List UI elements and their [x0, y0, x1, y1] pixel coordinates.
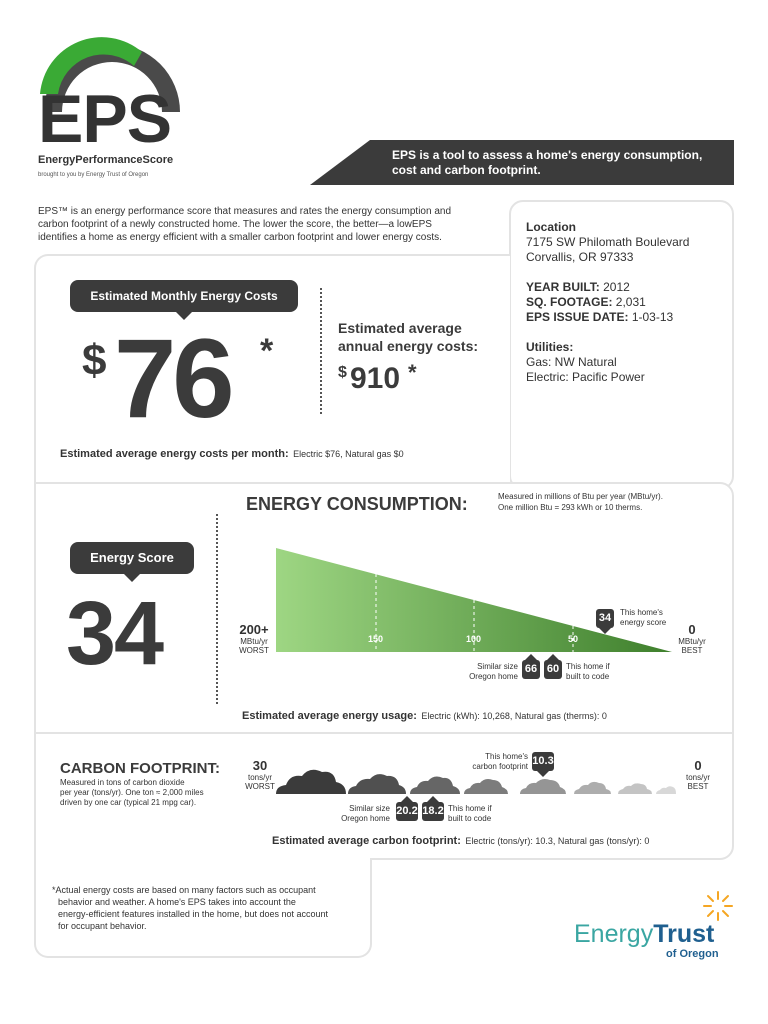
footnote-text — [52, 884, 328, 932]
carbon-this-home-line-2: carbon footprint — [472, 762, 528, 771]
header-banner — [310, 140, 734, 185]
footnote-line-4: for occupant behavior. — [58, 921, 147, 931]
consumption-note-line-1: Measured in millions of Btu per year (MBtu/yr). — [498, 492, 663, 501]
this-home-score-line-1: This home's — [620, 608, 663, 617]
sq-footage-label: SQ. FOOTAGE: — [526, 295, 613, 309]
monthly-dollar-sign: $ — [82, 336, 107, 385]
issue-date-value: 1-03-13 — [631, 310, 674, 324]
carbon-similar-line-1: Similar size — [349, 804, 390, 813]
carbon-code-line-1: This home if — [448, 804, 492, 813]
carbon-this-home-line-1: This home's — [485, 752, 528, 761]
consumption-note-line-2: One million Btu = 293 kWh or 10 therms. — [498, 503, 643, 512]
energy-consumption-panel — [34, 482, 734, 734]
intro-line-1: EPS™ is an energy performance score that measures and rates the energy consumption and — [38, 206, 452, 217]
monthly-cost-asterisk: * — [260, 332, 274, 370]
carbon-footprint-panel — [34, 732, 734, 860]
wordmark-energy: Energy — [574, 920, 654, 948]
costs-panel — [34, 254, 510, 484]
intro-line-2: carbon footprint of a newly constructed home. The lower the score, the better—a lowEPS — [38, 219, 432, 230]
consumption-best — [670, 622, 714, 655]
energy-trust-logo — [574, 890, 744, 970]
cost-per-month-label: Estimated average energy costs per month: — [60, 448, 289, 460]
tick-label-50: 50 — [568, 634, 579, 644]
cloud-icon-6 — [574, 782, 611, 794]
eps-logo-text: EPS — [38, 81, 172, 157]
cloud-icon-3 — [410, 777, 460, 794]
cloud-icon-2 — [348, 774, 406, 794]
similar-home-line-2: Oregon home — [469, 672, 518, 681]
footnote-line-1: *Actual energy costs are based on many factors such as occupant — [52, 885, 316, 895]
consumption-worst-label: WORST — [239, 646, 269, 655]
location-label: Location — [526, 220, 576, 234]
banner-line-1: EPS is a tool to assess a home's energy consumption, — [392, 148, 703, 162]
carbon-this-home-marker: 10.3 — [532, 752, 554, 771]
utility-gas: Gas: NW Natural — [526, 355, 617, 369]
code-home-line-1: This home if — [566, 662, 610, 671]
carbon-best — [680, 758, 716, 791]
consumption-worst-value: 200+ — [239, 622, 269, 637]
carbon-code-line-2: built to code — [448, 814, 492, 823]
carbon-best-label: BEST — [687, 782, 709, 791]
annual-cost-asterisk: * — [408, 360, 417, 385]
tick-label-100: 100 — [466, 634, 482, 644]
carbon-worst-value: 30 — [252, 758, 268, 773]
sq-footage — [526, 295, 646, 309]
sun-icon — [702, 890, 734, 922]
cloud-icon-7 — [618, 783, 652, 794]
footnote-panel — [34, 858, 372, 958]
this-home-score-line-2: energy score — [620, 618, 667, 627]
consumption-worst — [232, 622, 276, 655]
carbon-footprint-summary — [272, 831, 649, 849]
carbon-best-unit: tons/yr — [685, 773, 710, 782]
carbon-note-line-1: Measured in tons of carbon dioxide — [60, 778, 185, 787]
address-line-1: 7175 SW Philomath Boulevard — [526, 235, 690, 249]
wordmark-trust: Trust — [653, 920, 715, 948]
energy-score-value: 34 — [66, 584, 163, 684]
carbon-similar-line-2: Oregon home — [341, 814, 390, 823]
eps-logo-subtitle: EnergyPerformanceScore — [38, 154, 174, 166]
eps-logo — [38, 32, 188, 182]
consumption-divider — [216, 514, 218, 704]
carbon-code-marker: 18.2 — [422, 802, 444, 821]
carbon-footprint-detail: Electric (tons/yr): 10.3, Natural gas (tons/yr): 0 — [465, 836, 650, 846]
carbon-title: CARBON FOOTPRINT: — [60, 760, 220, 777]
utilities-label: Utilities: — [526, 340, 574, 354]
annual-cost-value: 910 — [350, 362, 401, 395]
carbon-worst-label: WORST — [245, 782, 275, 791]
cloud-icon-8 — [656, 786, 676, 794]
energy-usage — [242, 706, 607, 724]
property-info-panel — [509, 200, 734, 490]
banner-line-2: cost and carbon footprint. — [392, 163, 541, 177]
footnote-line-3: energy-efficient features installed in the home, but does not account — [58, 909, 329, 919]
wordmark-of-oregon: of Oregon — [666, 948, 719, 960]
intro-text — [38, 205, 508, 244]
sq-footage-value: 2,031 — [615, 295, 646, 309]
carbon-best-value: 0 — [694, 758, 702, 773]
issue-date-label: EPS ISSUE DATE: — [526, 310, 629, 324]
cost-per-month-detail: Electric $76, Natural gas $0 — [293, 449, 404, 459]
cloud-icon-1 — [276, 770, 346, 794]
year-built-label: YEAR BUILT: — [526, 280, 600, 294]
year-built — [526, 280, 630, 294]
annual-label-line-2: annual energy costs: — [338, 338, 479, 354]
utility-electric: Electric: Pacific Power — [526, 370, 645, 384]
monthly-cost-value: 76 — [114, 316, 231, 441]
intro-line-3: identifies a home as energy efficient with a smaller carbon footprint and lower energy costs. — [38, 232, 442, 243]
energy-trust-wordmark — [574, 920, 714, 948]
tick-label-150: 150 — [368, 634, 384, 644]
address-line-2: Corvallis, OR 97333 — [526, 250, 634, 264]
code-home-line-2: built to code — [566, 672, 610, 681]
energy-score-label-notch — [124, 574, 140, 582]
this-home-score-marker: 34 — [596, 609, 614, 628]
annual-label-line-1: Estimated average — [338, 320, 462, 336]
carbon-note-line-2: per year (tons/yr). One ton ≈ 2,000 miles — [60, 788, 204, 797]
carbon-worst — [242, 758, 278, 791]
consumption-best-label: BEST — [681, 646, 703, 655]
consumption-title: ENERGY CONSUMPTION: — [246, 494, 468, 514]
monthly-costs-label: Estimated Monthly Energy Costs — [70, 280, 298, 312]
year-built-value: 2012 — [603, 280, 630, 294]
carbon-footprint-label: Estimated average carbon footprint: — [272, 835, 461, 847]
code-home-marker: 60 — [544, 660, 562, 679]
energy-score-label: Energy Score — [70, 542, 194, 574]
cost-per-month — [60, 444, 404, 462]
similar-home-line-1: Similar size — [477, 662, 518, 671]
cloud-icon-5 — [520, 779, 566, 794]
consumption-best-value: 0 — [688, 622, 696, 637]
similar-home-marker: 66 — [522, 660, 540, 679]
eps-logo-tagline: brought to you by Energy Trust of Oregon — [38, 172, 149, 178]
footnote-line-2: behavior and weather. A home's EPS takes into account the — [58, 897, 296, 907]
issue-date — [526, 310, 673, 324]
cloud-icon-4 — [464, 779, 508, 794]
costs-divider — [320, 288, 322, 414]
energy-usage-label: Estimated average energy usage: — [242, 710, 417, 722]
carbon-similar-marker: 20.2 — [396, 802, 418, 821]
consumption-best-unit: MBtu/yr — [678, 637, 706, 646]
carbon-worst-unit: tons/yr — [247, 773, 272, 782]
consumption-worst-unit: MBtu/yr — [240, 637, 268, 646]
annual-dollar-sign: $ — [338, 364, 347, 381]
energy-usage-detail: Electric (kWh): 10,268, Natural gas (therms): 0 — [421, 711, 607, 721]
carbon-note-line-3: driven by one car (typical 21 mpg car). — [60, 798, 197, 807]
